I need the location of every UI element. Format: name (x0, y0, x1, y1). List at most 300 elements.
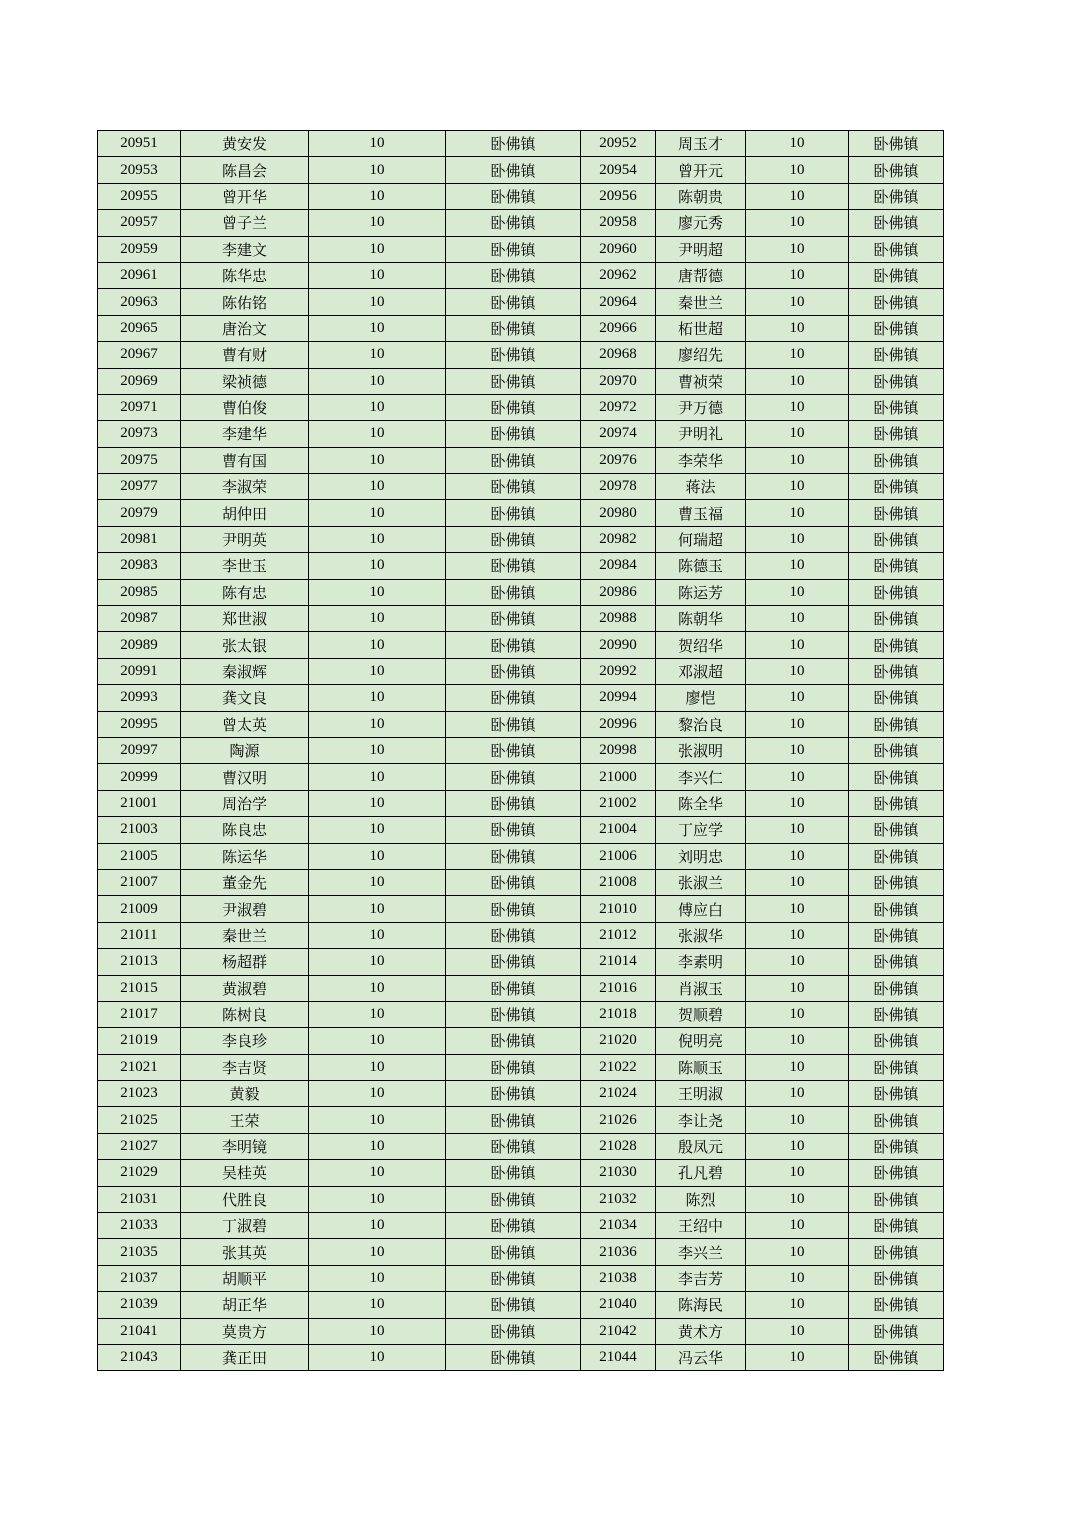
name-cell-right: 王绍中 (656, 1213, 746, 1239)
name-cell-left: 胡顺平 (181, 1265, 309, 1291)
table-row (98, 1344, 944, 1370)
town-cell-left: 卧佛镇 (446, 315, 581, 341)
name-cell-right: 王明淑 (656, 1081, 746, 1107)
name-cell-left: 曹汉明 (181, 764, 309, 790)
value-cell-left: 10 (309, 526, 446, 552)
town-cell-right: 卧佛镇 (849, 975, 944, 1001)
table-row (98, 606, 944, 632)
name-cell-right: 黎治良 (656, 711, 746, 737)
table-row (98, 1133, 944, 1159)
name-cell-left: 李明镜 (181, 1133, 309, 1159)
name-cell-right: 刘明忠 (656, 843, 746, 869)
id-cell-left: 20999 (98, 764, 181, 790)
id-cell-right: 21006 (581, 843, 656, 869)
town-cell-right: 卧佛镇 (849, 553, 944, 579)
table-row (98, 500, 944, 526)
name-cell-left: 胡仲田 (181, 500, 309, 526)
id-cell-left: 20965 (98, 315, 181, 341)
name-cell-right: 冯云华 (656, 1344, 746, 1370)
table-row (98, 342, 944, 368)
value-cell-right: 10 (746, 949, 849, 975)
table-row (98, 1265, 944, 1291)
town-cell-right: 卧佛镇 (849, 737, 944, 763)
id-cell-left: 20959 (98, 236, 181, 262)
id-cell-left: 21031 (98, 1186, 181, 1212)
name-cell-left: 曹伯俊 (181, 394, 309, 420)
value-cell-left: 10 (309, 1001, 446, 1027)
id-cell-right: 20964 (581, 289, 656, 315)
value-cell-right: 10 (746, 658, 849, 684)
value-cell-right: 10 (746, 1292, 849, 1318)
town-cell-right: 卧佛镇 (849, 526, 944, 552)
town-cell-left: 卧佛镇 (446, 526, 581, 552)
id-cell-right: 20978 (581, 474, 656, 500)
id-cell-right: 20962 (581, 262, 656, 288)
name-cell-left: 吴桂英 (181, 1160, 309, 1186)
name-cell-right: 张淑兰 (656, 869, 746, 895)
id-cell-left: 20985 (98, 579, 181, 605)
value-cell-left: 10 (309, 1213, 446, 1239)
id-cell-left: 21021 (98, 1054, 181, 1080)
name-cell-left: 王荣 (181, 1107, 309, 1133)
id-cell-left: 20961 (98, 262, 181, 288)
value-cell-left: 10 (309, 421, 446, 447)
table-row (98, 553, 944, 579)
town-cell-left: 卧佛镇 (446, 737, 581, 763)
name-cell-right: 陈全华 (656, 790, 746, 816)
value-cell-right: 10 (746, 500, 849, 526)
value-cell-right: 10 (746, 1318, 849, 1344)
value-cell-right: 10 (746, 1239, 849, 1265)
id-cell-right: 21040 (581, 1292, 656, 1318)
value-cell-right: 10 (746, 1107, 849, 1133)
value-cell-right: 10 (746, 975, 849, 1001)
value-cell-right: 10 (746, 790, 849, 816)
town-cell-left: 卧佛镇 (446, 368, 581, 394)
value-cell-right: 10 (746, 342, 849, 368)
value-cell-left: 10 (309, 236, 446, 262)
id-cell-left: 20953 (98, 157, 181, 183)
id-cell-right: 21002 (581, 790, 656, 816)
table-row (98, 474, 944, 500)
town-cell-right: 卧佛镇 (849, 843, 944, 869)
id-cell-right: 20970 (581, 368, 656, 394)
town-cell-right: 卧佛镇 (849, 869, 944, 895)
id-cell-right: 20974 (581, 421, 656, 447)
value-cell-left: 10 (309, 1054, 446, 1080)
name-cell-right: 黄术方 (656, 1318, 746, 1344)
value-cell-right: 10 (746, 474, 849, 500)
value-cell-left: 10 (309, 474, 446, 500)
name-cell-right: 张淑华 (656, 922, 746, 948)
town-cell-left: 卧佛镇 (446, 1186, 581, 1212)
town-cell-right: 卧佛镇 (849, 1107, 944, 1133)
value-cell-left: 10 (309, 262, 446, 288)
value-cell-left: 10 (309, 1028, 446, 1054)
value-cell-right: 10 (746, 1344, 849, 1370)
value-cell-left: 10 (309, 685, 446, 711)
town-cell-right: 卧佛镇 (849, 817, 944, 843)
id-cell-right: 21026 (581, 1107, 656, 1133)
table-row (98, 579, 944, 605)
id-cell-left: 21029 (98, 1160, 181, 1186)
name-cell-left: 陈良忠 (181, 817, 309, 843)
town-cell-right: 卧佛镇 (849, 606, 944, 632)
town-cell-left: 卧佛镇 (446, 289, 581, 315)
town-cell-left: 卧佛镇 (446, 1160, 581, 1186)
town-cell-left: 卧佛镇 (446, 975, 581, 1001)
name-cell-right: 李荣华 (656, 447, 746, 473)
value-cell-left: 10 (309, 394, 446, 420)
name-cell-left: 龚文良 (181, 685, 309, 711)
value-cell-left: 10 (309, 342, 446, 368)
town-cell-right: 卧佛镇 (849, 289, 944, 315)
id-cell-left: 20987 (98, 606, 181, 632)
name-cell-left: 董金先 (181, 869, 309, 895)
town-cell-left: 卧佛镇 (446, 553, 581, 579)
town-cell-left: 卧佛镇 (446, 764, 581, 790)
town-cell-left: 卧佛镇 (446, 1028, 581, 1054)
table-row (98, 236, 944, 262)
town-cell-left: 卧佛镇 (446, 790, 581, 816)
town-cell-right: 卧佛镇 (849, 262, 944, 288)
table-row (98, 1001, 944, 1027)
table-row (98, 1213, 944, 1239)
value-cell-left: 10 (309, 183, 446, 209)
town-cell-left: 卧佛镇 (446, 1001, 581, 1027)
value-cell-right: 10 (746, 1160, 849, 1186)
id-cell-left: 20963 (98, 289, 181, 315)
value-cell-left: 10 (309, 658, 446, 684)
town-cell-left: 卧佛镇 (446, 500, 581, 526)
name-cell-left: 曹有财 (181, 342, 309, 368)
town-cell-right: 卧佛镇 (849, 896, 944, 922)
town-cell-right: 卧佛镇 (849, 1186, 944, 1212)
name-cell-left: 代胜良 (181, 1186, 309, 1212)
name-cell-left: 黄安发 (181, 131, 309, 157)
value-cell-left: 10 (309, 737, 446, 763)
table-row (98, 949, 944, 975)
value-cell-right: 10 (746, 289, 849, 315)
id-cell-left: 21001 (98, 790, 181, 816)
table-row (98, 922, 944, 948)
id-cell-right: 21004 (581, 817, 656, 843)
town-cell-left: 卧佛镇 (446, 1081, 581, 1107)
town-cell-left: 卧佛镇 (446, 869, 581, 895)
table-row (98, 843, 944, 869)
name-cell-left: 曾子兰 (181, 210, 309, 236)
id-cell-left: 20971 (98, 394, 181, 420)
id-cell-right: 21012 (581, 922, 656, 948)
name-cell-right: 曹玉福 (656, 500, 746, 526)
name-cell-right: 陈海民 (656, 1292, 746, 1318)
town-cell-right: 卧佛镇 (849, 790, 944, 816)
id-cell-right: 21030 (581, 1160, 656, 1186)
roster-body (98, 131, 944, 1371)
name-cell-left: 梁祯德 (181, 368, 309, 394)
town-cell-right: 卧佛镇 (849, 1292, 944, 1318)
name-cell-left: 丁淑碧 (181, 1213, 309, 1239)
value-cell-left: 10 (309, 1265, 446, 1291)
id-cell-left: 21009 (98, 896, 181, 922)
id-cell-left: 21015 (98, 975, 181, 1001)
value-cell-right: 10 (746, 421, 849, 447)
name-cell-left: 张其英 (181, 1239, 309, 1265)
town-cell-left: 卧佛镇 (446, 157, 581, 183)
name-cell-left: 陈有忠 (181, 579, 309, 605)
town-cell-left: 卧佛镇 (446, 262, 581, 288)
value-cell-left: 10 (309, 1107, 446, 1133)
town-cell-left: 卧佛镇 (446, 632, 581, 658)
table-row (98, 711, 944, 737)
id-cell-left: 21035 (98, 1239, 181, 1265)
town-cell-right: 卧佛镇 (849, 131, 944, 157)
id-cell-left: 20969 (98, 368, 181, 394)
name-cell-left: 秦淑辉 (181, 658, 309, 684)
id-cell-right: 21028 (581, 1133, 656, 1159)
name-cell-right: 邓淑超 (656, 658, 746, 684)
name-cell-left: 胡正华 (181, 1292, 309, 1318)
name-cell-right: 李兴仁 (656, 764, 746, 790)
table-row (98, 1186, 944, 1212)
id-cell-right: 20986 (581, 579, 656, 605)
value-cell-right: 10 (746, 632, 849, 658)
town-cell-right: 卧佛镇 (849, 1028, 944, 1054)
town-cell-right: 卧佛镇 (849, 685, 944, 711)
table-row (98, 869, 944, 895)
id-cell-right: 20972 (581, 394, 656, 420)
value-cell-right: 10 (746, 553, 849, 579)
id-cell-right: 20984 (581, 553, 656, 579)
town-cell-right: 卧佛镇 (849, 157, 944, 183)
value-cell-right: 10 (746, 262, 849, 288)
id-cell-right: 20952 (581, 131, 656, 157)
value-cell-right: 10 (746, 685, 849, 711)
value-cell-left: 10 (309, 579, 446, 605)
id-cell-left: 21023 (98, 1081, 181, 1107)
id-cell-right: 21000 (581, 764, 656, 790)
value-cell-right: 10 (746, 157, 849, 183)
table-row (98, 526, 944, 552)
value-cell-right: 10 (746, 1028, 849, 1054)
value-cell-right: 10 (746, 1186, 849, 1212)
id-cell-right: 20976 (581, 447, 656, 473)
value-cell-left: 10 (309, 764, 446, 790)
value-cell-left: 10 (309, 869, 446, 895)
name-cell-right: 李让尧 (656, 1107, 746, 1133)
name-cell-right: 陈烈 (656, 1186, 746, 1212)
value-cell-left: 10 (309, 949, 446, 975)
town-cell-right: 卧佛镇 (849, 394, 944, 420)
id-cell-left: 21037 (98, 1265, 181, 1291)
value-cell-left: 10 (309, 1292, 446, 1318)
name-cell-left: 李世玉 (181, 553, 309, 579)
town-cell-left: 卧佛镇 (446, 474, 581, 500)
name-cell-left: 陈运华 (181, 843, 309, 869)
town-cell-right: 卧佛镇 (849, 1239, 944, 1265)
value-cell-right: 10 (746, 817, 849, 843)
town-cell-right: 卧佛镇 (849, 236, 944, 262)
value-cell-right: 10 (746, 1213, 849, 1239)
value-cell-left: 10 (309, 896, 446, 922)
id-cell-left: 21025 (98, 1107, 181, 1133)
id-cell-right: 20982 (581, 526, 656, 552)
value-cell-right: 10 (746, 368, 849, 394)
value-cell-left: 10 (309, 1133, 446, 1159)
value-cell-left: 10 (309, 1081, 446, 1107)
town-cell-left: 卧佛镇 (446, 1344, 581, 1370)
value-cell-right: 10 (746, 315, 849, 341)
id-cell-right: 21008 (581, 869, 656, 895)
id-cell-right: 20998 (581, 737, 656, 763)
town-cell-left: 卧佛镇 (446, 1292, 581, 1318)
value-cell-right: 10 (746, 1133, 849, 1159)
name-cell-left: 陈佑铭 (181, 289, 309, 315)
name-cell-right: 廖元秀 (656, 210, 746, 236)
value-cell-left: 10 (309, 606, 446, 632)
id-cell-right: 20988 (581, 606, 656, 632)
town-cell-right: 卧佛镇 (849, 315, 944, 341)
town-cell-right: 卧佛镇 (849, 1133, 944, 1159)
name-cell-right: 丁应学 (656, 817, 746, 843)
id-cell-left: 21043 (98, 1344, 181, 1370)
value-cell-left: 10 (309, 843, 446, 869)
table-row (98, 1081, 944, 1107)
id-cell-right: 21022 (581, 1054, 656, 1080)
town-cell-right: 卧佛镇 (849, 342, 944, 368)
name-cell-left: 李淑荣 (181, 474, 309, 500)
name-cell-left: 李建华 (181, 421, 309, 447)
town-cell-right: 卧佛镇 (849, 500, 944, 526)
value-cell-right: 10 (746, 131, 849, 157)
value-cell-left: 10 (309, 1160, 446, 1186)
town-cell-right: 卧佛镇 (849, 447, 944, 473)
id-cell-left: 20957 (98, 210, 181, 236)
town-cell-right: 卧佛镇 (849, 949, 944, 975)
town-cell-right: 卧佛镇 (849, 1344, 944, 1370)
table-row (98, 737, 944, 763)
name-cell-right: 贺顺碧 (656, 1001, 746, 1027)
id-cell-left: 20977 (98, 474, 181, 500)
table-row (98, 1318, 944, 1344)
id-cell-left: 21007 (98, 869, 181, 895)
id-cell-right: 21038 (581, 1265, 656, 1291)
value-cell-left: 10 (309, 157, 446, 183)
id-cell-right: 21024 (581, 1081, 656, 1107)
id-cell-left: 20955 (98, 183, 181, 209)
name-cell-left: 曹有国 (181, 447, 309, 473)
name-cell-right: 尹万德 (656, 394, 746, 420)
town-cell-left: 卧佛镇 (446, 922, 581, 948)
id-cell-left: 21041 (98, 1318, 181, 1344)
id-cell-left: 20993 (98, 685, 181, 711)
value-cell-left: 10 (309, 1186, 446, 1212)
table-row (98, 1107, 944, 1133)
town-cell-right: 卧佛镇 (849, 1001, 944, 1027)
name-cell-right: 贺绍华 (656, 632, 746, 658)
town-cell-left: 卧佛镇 (446, 843, 581, 869)
name-cell-right: 陈朝华 (656, 606, 746, 632)
id-cell-right: 21034 (581, 1213, 656, 1239)
town-cell-right: 卧佛镇 (849, 210, 944, 236)
id-cell-right: 21020 (581, 1028, 656, 1054)
table-row (98, 1160, 944, 1186)
value-cell-right: 10 (746, 922, 849, 948)
table-row (98, 183, 944, 209)
town-cell-right: 卧佛镇 (849, 1318, 944, 1344)
id-cell-left: 21027 (98, 1133, 181, 1159)
id-cell-right: 20996 (581, 711, 656, 737)
value-cell-left: 10 (309, 210, 446, 236)
town-cell-left: 卧佛镇 (446, 685, 581, 711)
table-row (98, 131, 944, 157)
table-row (98, 632, 944, 658)
name-cell-left: 唐治文 (181, 315, 309, 341)
name-cell-left: 陈昌会 (181, 157, 309, 183)
table-row (98, 896, 944, 922)
name-cell-left: 曾开华 (181, 183, 309, 209)
name-cell-right: 周玉才 (656, 131, 746, 157)
name-cell-left: 张太银 (181, 632, 309, 658)
value-cell-left: 10 (309, 632, 446, 658)
town-cell-left: 卧佛镇 (446, 579, 581, 605)
town-cell-left: 卧佛镇 (446, 606, 581, 632)
id-cell-left: 20983 (98, 553, 181, 579)
name-cell-right: 陈顺玉 (656, 1054, 746, 1080)
name-cell-left: 莫贵方 (181, 1318, 309, 1344)
name-cell-right: 陈德玉 (656, 553, 746, 579)
id-cell-left: 21033 (98, 1213, 181, 1239)
id-cell-right: 21044 (581, 1344, 656, 1370)
name-cell-right: 陈运芳 (656, 579, 746, 605)
id-cell-right: 20954 (581, 157, 656, 183)
table-row (98, 315, 944, 341)
name-cell-left: 秦世兰 (181, 922, 309, 948)
town-cell-right: 卧佛镇 (849, 764, 944, 790)
town-cell-right: 卧佛镇 (849, 183, 944, 209)
id-cell-left: 20981 (98, 526, 181, 552)
name-cell-right: 曾开元 (656, 157, 746, 183)
town-cell-left: 卧佛镇 (446, 447, 581, 473)
town-cell-right: 卧佛镇 (849, 1081, 944, 1107)
table-row (98, 421, 944, 447)
value-cell-right: 10 (746, 579, 849, 605)
name-cell-left: 郑世淑 (181, 606, 309, 632)
value-cell-right: 10 (746, 737, 849, 763)
town-cell-left: 卧佛镇 (446, 342, 581, 368)
town-cell-left: 卧佛镇 (446, 1133, 581, 1159)
value-cell-right: 10 (746, 183, 849, 209)
table-row (98, 764, 944, 790)
id-cell-right: 20990 (581, 632, 656, 658)
table-row (98, 210, 944, 236)
table-row (98, 1292, 944, 1318)
id-cell-left: 20967 (98, 342, 181, 368)
table-row (98, 1054, 944, 1080)
id-cell-right: 21032 (581, 1186, 656, 1212)
value-cell-left: 10 (309, 817, 446, 843)
id-cell-left: 20975 (98, 447, 181, 473)
id-cell-left: 20973 (98, 421, 181, 447)
name-cell-right: 尹明礼 (656, 421, 746, 447)
value-cell-right: 10 (746, 447, 849, 473)
value-cell-left: 10 (309, 447, 446, 473)
name-cell-left: 李吉贤 (181, 1054, 309, 1080)
value-cell-left: 10 (309, 131, 446, 157)
name-cell-left: 李建文 (181, 236, 309, 262)
name-cell-right: 曹祯荣 (656, 368, 746, 394)
name-cell-right: 廖恺 (656, 685, 746, 711)
